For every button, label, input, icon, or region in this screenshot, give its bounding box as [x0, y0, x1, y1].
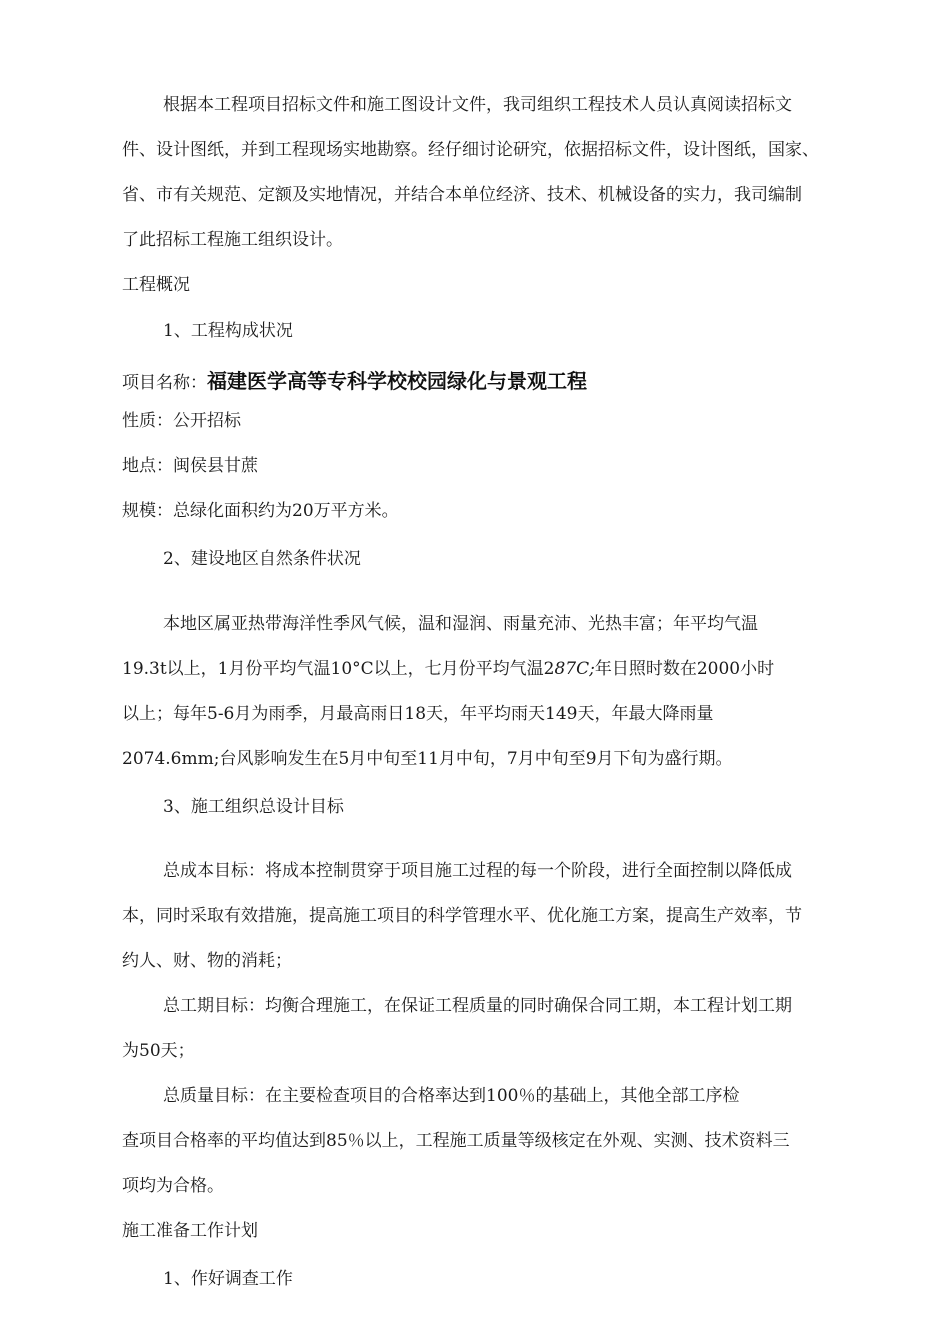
climate-line-3: 以上；每年5-6月为雨季，月最高雨日18天，年平均雨天149天，年最大降雨量	[122, 704, 714, 724]
subheading-design-targets: 3、施工组织总设计目标	[163, 797, 344, 817]
cost-target-line-2: 本，同时采取有效措施，提高施工项目的科学管理水平、优化施工方案，提高生产效率，节	[122, 906, 802, 926]
quality-target-line-3: 项均为合格。	[122, 1176, 224, 1196]
climate-line-2-part-b: 87C;	[554, 659, 595, 679]
project-name-row	[122, 370, 587, 394]
subheading-composition: 1、工程构成状况	[163, 321, 293, 341]
section-heading-preparation: 施工准备工作计划	[122, 1221, 258, 1241]
project-name-label: 项目名称：	[122, 373, 207, 393]
project-scale: 规模：总绿化面积约为20万平方米。	[122, 501, 399, 521]
project-name-value: 福建医学高等专科学校校园绿化与景观工程	[207, 369, 587, 393]
climate-line-2-part-c: 年日照时数在2000小时	[594, 659, 775, 679]
climate-line-2-part-a: 19.3t以上，1月份平均气温10°C以上，七月份平均气温2	[122, 659, 555, 679]
period-target-line-1: 总工期目标：均衡合理施工，在保证工程质量的同时确保合同工期，本工程计划工期	[163, 996, 792, 1016]
intro-line-4: 了此招标工程施工组织设计。	[122, 230, 343, 250]
climate-line-1: 本地区属亚热带海洋性季风气候，温和湿润、雨量充沛、光热丰富；年平均气温	[163, 614, 758, 634]
cost-target-line-1: 总成本目标：将成本控制贯穿于项目施工过程的每一个阶段，进行全面控制以降低成	[163, 861, 792, 881]
climate-line-4: 2074.6mm;台风影响发生在5月中旬至11月中旬，7月中旬至9月下旬为盛行期。	[122, 749, 733, 769]
period-target-line-2: 为50天；	[122, 1041, 195, 1061]
intro-line-3: 省、市有关规范、定额及实地情况，并结合本单位经济、技术、机械设备的实力，我司编制	[122, 185, 802, 205]
project-location: 地点：闽侯县甘蔗	[122, 456, 258, 476]
subheading-natural-conditions: 2、建设地区自然条件状况	[163, 549, 361, 569]
intro-line-1: 根据本工程项目招标文件和施工图设计文件，我司组织工程技术人员认真阅读招标文	[163, 95, 792, 115]
intro-line-2: 件、设计图纸，并到工程现场实地勘察。经仔细讨论研究，依据招标文件，设计图纸，国家、	[122, 140, 819, 160]
cost-target-line-3: 约人、财、物的消耗；	[122, 951, 292, 971]
subheading-investigation: 1、作好调查工作	[163, 1269, 293, 1289]
quality-target-line-1: 总质量目标：在主要检查项目的合格率达到100％的基础上，其他全部工序检	[163, 1086, 740, 1106]
quality-target-line-2: 查项目合格率的平均值达到85％以上，工程施工质量等级核定在外观、实测、技术资料三	[122, 1131, 790, 1151]
project-nature: 性质：公开招标	[122, 411, 241, 431]
section-heading-overview: 工程概况	[122, 275, 190, 295]
climate-line-2	[122, 658, 774, 680]
